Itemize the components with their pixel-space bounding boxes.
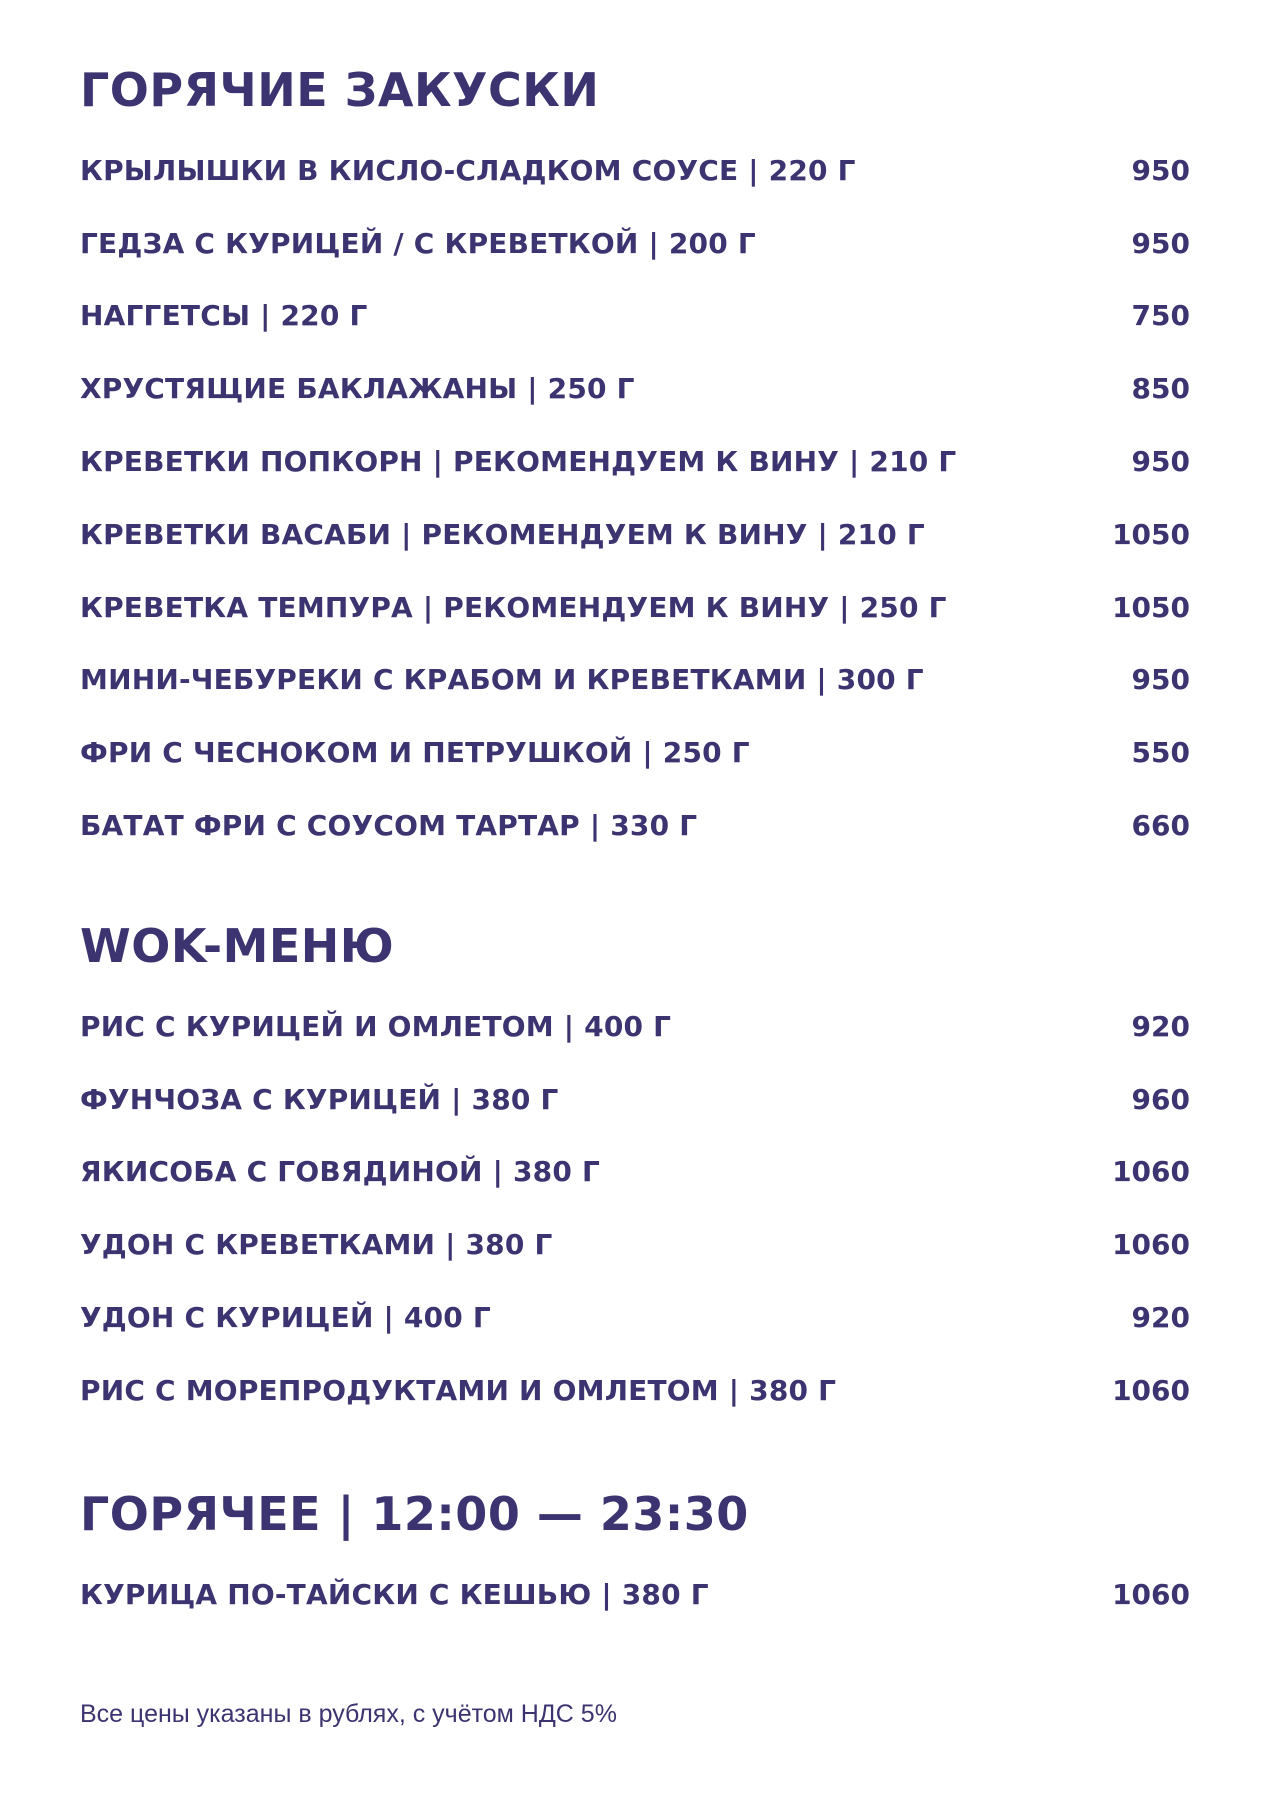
menu-list [80, 134, 1190, 862]
item-price: 1050 [1112, 590, 1190, 624]
menu-item [80, 1354, 1190, 1427]
menu-item [80, 352, 1190, 425]
item-price: 1060 [1112, 1155, 1190, 1189]
item-price: 960 [1131, 1082, 1190, 1116]
item-name: ГЕДЗА С КУРИЦЕЙ / С КРЕВЕТКОЙ | 200 Г [80, 226, 756, 260]
item-name: ХРУСТЯЩИЕ БАКЛАЖАНЫ | 250 Г [80, 372, 635, 406]
item-price: 850 [1131, 372, 1190, 406]
item-price: 920 [1131, 1009, 1190, 1043]
item-price: 950 [1131, 226, 1190, 260]
item-price: 950 [1131, 445, 1190, 479]
section-hot-appetizers [80, 62, 1190, 862]
menu-item [80, 207, 1190, 280]
item-price: 1060 [1112, 1577, 1190, 1611]
menu-item [80, 1136, 1190, 1209]
item-name: КРЫЛЫШКИ В КИСЛО-СЛАДКОМ СОУСЕ | 220 Г [80, 153, 856, 187]
item-price: 750 [1131, 299, 1190, 333]
menu-item [80, 1208, 1190, 1281]
menu-item [80, 1281, 1190, 1354]
section-wok-menu [80, 918, 1190, 1427]
item-name: ФРИ С ЧЕСНОКОМ И ПЕТРУШКОЙ | 250 Г [80, 736, 750, 770]
menu-list [80, 1558, 1190, 1631]
item-price: 1050 [1112, 517, 1190, 551]
item-price: 950 [1131, 663, 1190, 697]
section-title: ГОРЯЧИЕ ЗАКУСКИ [80, 63, 600, 117]
item-price: 1060 [1112, 1373, 1190, 1407]
item-name: КРЕВЕТКИ ПОПКОРН | РЕКОМЕНДУЕМ К ВИНУ | 210 Г [80, 445, 957, 479]
item-name: УДОН С КРЕВЕТКАМИ | 380 Г [80, 1228, 553, 1262]
item-name: РИС С МОРЕПРОДУКТАМИ И ОМЛЕТОМ | 380 Г [80, 1373, 837, 1407]
menu-item [80, 789, 1190, 862]
item-name: ЯКИСОБА С ГОВЯДИНОЙ | 380 Г [80, 1155, 601, 1189]
item-name: РИС С КУРИЦЕЙ И ОМЛЕТОМ | 400 Г [80, 1009, 672, 1043]
section-title: ГОРЯЧЕЕ | 12:00 — 23:30 [80, 1487, 749, 1541]
item-price: 920 [1131, 1301, 1190, 1335]
item-price: 550 [1131, 736, 1190, 770]
menu-item [80, 498, 1190, 571]
menu-item [80, 1063, 1190, 1136]
menu-item [80, 1558, 1190, 1631]
menu-list [80, 990, 1190, 1427]
price-footnote: Все цены указаны в рублях, с учётом НДС 5% [80, 1700, 617, 1728]
item-name: ФУНЧОЗА С КУРИЦЕЙ | 380 Г [80, 1082, 559, 1116]
menu-item [80, 716, 1190, 789]
item-name: КУРИЦА ПО-ТАЙСКИ С КЕШЬЮ | 380 Г [80, 1577, 709, 1611]
menu-item [80, 280, 1190, 353]
menu-item [80, 644, 1190, 717]
item-name: НАГГЕТСЫ | 220 Г [80, 299, 368, 333]
item-name: КРЕВЕТКИ ВАСАБИ | РЕКОМЕНДУЕМ К ВИНУ | 210 Г [80, 517, 925, 551]
menu-item [80, 425, 1190, 498]
item-price: 660 [1131, 809, 1190, 843]
section-hot-dishes [80, 1486, 1190, 1631]
menu-item [80, 134, 1190, 207]
item-name: УДОН С КУРИЦЕЙ | 400 Г [80, 1301, 491, 1335]
item-price: 1060 [1112, 1228, 1190, 1262]
menu-item [80, 571, 1190, 644]
item-name: БАТАТ ФРИ С СОУСОМ ТАРТАР | 330 Г [80, 809, 698, 843]
menu-item [80, 990, 1190, 1063]
section-title: WOK-МЕНЮ [80, 919, 395, 973]
item-name: МИНИ-ЧЕБУРЕКИ С КРАБОМ И КРЕВЕТКАМИ | 300 Г [80, 663, 924, 697]
item-name: КРЕВЕТКА ТЕМПУРА | РЕКОМЕНДУЕМ К ВИНУ | 250 Г [80, 590, 947, 624]
item-price: 950 [1131, 153, 1190, 187]
